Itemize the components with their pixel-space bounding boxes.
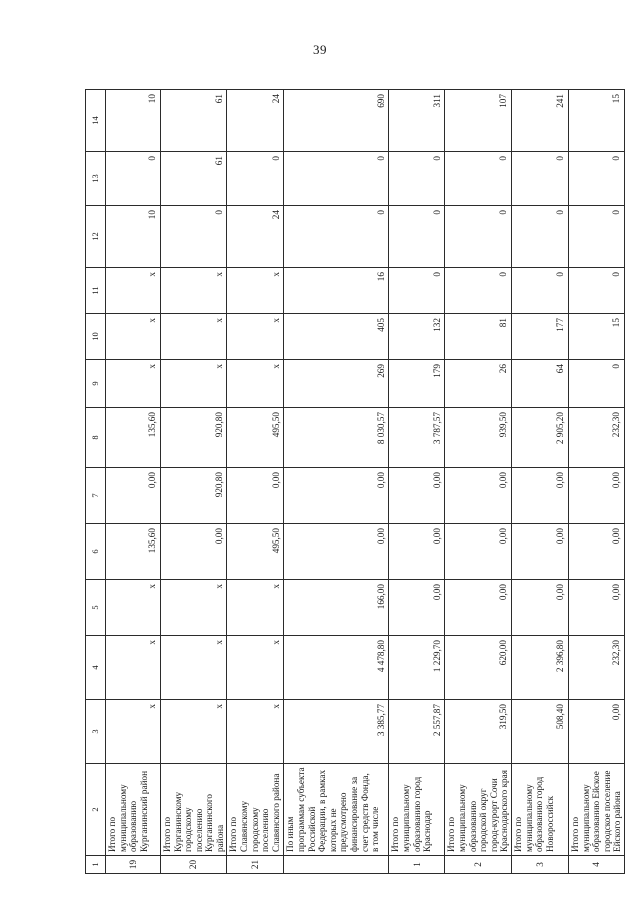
table-row <box>568 90 624 874</box>
value-cell-col-3: х <box>227 700 284 764</box>
row-name-cell: По иным программам субъекта Российской Федерации, в рамках которых не предусмотрено финансирование за счет средств Фонда, в том числе <box>284 764 389 856</box>
value-cell-col-8: 495,50 <box>227 408 284 468</box>
row-index-cell: 20 <box>161 856 227 874</box>
value-cell-col-13: 0 <box>389 152 445 206</box>
value-cell-col-6: 135,60 <box>106 524 161 580</box>
value-cell-col-12: 0 <box>284 206 389 268</box>
table-row <box>227 90 284 874</box>
column-number-5: 5 <box>86 580 106 636</box>
column-number-1: 1 <box>86 856 106 874</box>
value-cell-col-12: 0 <box>389 206 445 268</box>
value-cell-col-14: 61 <box>161 90 227 152</box>
value-cell-col-14: 241 <box>511 90 568 152</box>
value-cell-col-12: 0 <box>511 206 568 268</box>
row-index-cell: 3 <box>511 856 568 874</box>
column-number-7: 7 <box>86 468 106 524</box>
value-cell-col-14: 15 <box>568 90 624 152</box>
value-cell-col-6: 0,00 <box>389 524 445 580</box>
value-cell-col-10: х <box>227 314 284 360</box>
column-number-12: 12 <box>86 206 106 268</box>
value-cell-col-8: 920,80 <box>161 408 227 468</box>
value-cell-col-4: х <box>106 636 161 700</box>
value-cell-col-9: 269 <box>284 360 389 408</box>
value-cell-col-6: 0,00 <box>284 524 389 580</box>
value-cell-col-8: 135,60 <box>106 408 161 468</box>
value-cell-col-6: 0,00 <box>568 524 624 580</box>
value-cell-col-13: 0 <box>106 152 161 206</box>
table-container <box>85 90 623 874</box>
value-cell-col-3: 0,00 <box>568 700 624 764</box>
value-cell-col-7: 0,00 <box>284 468 389 524</box>
column-number-14: 14 <box>86 90 106 152</box>
row-name-cell: Итого по Славянскому городскому поселению Славянского района <box>227 764 284 856</box>
value-cell-col-9: 64 <box>511 360 568 408</box>
value-cell-col-12: 24 <box>227 206 284 268</box>
value-cell-col-5: х <box>227 580 284 636</box>
value-cell-col-10: 177 <box>511 314 568 360</box>
value-cell-col-3: х <box>106 700 161 764</box>
row-index-cell: 2 <box>445 856 511 874</box>
value-cell-col-7: 0,00 <box>568 468 624 524</box>
row-name-cell: Итого по муниципальному образованию Ейское городское поселение Ейского района <box>568 764 624 856</box>
column-number-6: 6 <box>86 524 106 580</box>
value-cell-col-5: 166,00 <box>284 580 389 636</box>
column-number-10: 10 <box>86 314 106 360</box>
value-cell-col-10: 132 <box>389 314 445 360</box>
table-row <box>445 90 511 874</box>
value-cell-col-11: х <box>161 268 227 314</box>
row-index-cell: 19 <box>106 856 161 874</box>
value-cell-col-3: х <box>161 700 227 764</box>
value-cell-col-4: 232,30 <box>568 636 624 700</box>
row-index-cell: 21 <box>227 856 284 874</box>
value-cell-col-14: 24 <box>227 90 284 152</box>
value-cell-col-12: 0 <box>445 206 511 268</box>
value-cell-col-13: 0 <box>445 152 511 206</box>
value-cell-col-9: 0 <box>568 360 624 408</box>
value-cell-col-9: х <box>106 360 161 408</box>
value-cell-col-13: 61 <box>161 152 227 206</box>
column-number-13: 13 <box>86 152 106 206</box>
value-cell-col-5: 0,00 <box>568 580 624 636</box>
value-cell-col-11: 0 <box>568 268 624 314</box>
value-cell-col-10: 15 <box>568 314 624 360</box>
value-cell-col-10: 81 <box>445 314 511 360</box>
value-cell-col-6: 0,00 <box>511 524 568 580</box>
value-cell-col-14: 10 <box>106 90 161 152</box>
column-number-8: 8 <box>86 408 106 468</box>
value-cell-col-5: х <box>161 580 227 636</box>
row-name-cell: Итого по Курганинскому городскому поселению Курганинского района <box>161 764 227 856</box>
value-cell-col-9: х <box>161 360 227 408</box>
value-cell-col-7: 0,00 <box>389 468 445 524</box>
row-index-cell: 4 <box>568 856 624 874</box>
value-cell-col-7: 0,00 <box>511 468 568 524</box>
value-cell-col-4: х <box>227 636 284 700</box>
value-cell-col-8: 3 787,57 <box>389 408 445 468</box>
value-cell-col-11: 0 <box>389 268 445 314</box>
value-cell-col-3: 508,40 <box>511 700 568 764</box>
column-number-9: 9 <box>86 360 106 408</box>
value-cell-col-6: 0,00 <box>161 524 227 580</box>
value-cell-col-11: 0 <box>445 268 511 314</box>
value-cell-col-14: 311 <box>389 90 445 152</box>
value-cell-col-4: 2 396,80 <box>511 636 568 700</box>
value-cell-col-8: 8 030,57 <box>284 408 389 468</box>
value-cell-col-14: 107 <box>445 90 511 152</box>
column-number-11: 11 <box>86 268 106 314</box>
value-cell-col-13: 0 <box>511 152 568 206</box>
value-cell-col-13: 0 <box>227 152 284 206</box>
page-number: 39 <box>313 42 327 57</box>
row-index-cell: 1 <box>389 856 445 874</box>
row-name-cell: Итого по муниципальному образованию город Краснодар <box>389 764 445 856</box>
row-name-cell: Итого по муниципальному образованию город Новороссийск <box>511 764 568 856</box>
value-cell-col-9: 179 <box>389 360 445 408</box>
value-cell-col-4: х <box>161 636 227 700</box>
row-index-cell <box>284 856 389 874</box>
value-cell-col-7: 0,00 <box>445 468 511 524</box>
value-cell-col-3: 2 557,87 <box>389 700 445 764</box>
table-header-row <box>86 90 106 874</box>
column-number-3: 3 <box>86 700 106 764</box>
value-cell-col-11: 0 <box>511 268 568 314</box>
column-number-4: 4 <box>86 636 106 700</box>
data-table <box>85 89 625 874</box>
value-cell-col-5: 0,00 <box>445 580 511 636</box>
value-cell-col-5: 0,00 <box>511 580 568 636</box>
value-cell-col-3: 3 385,77 <box>284 700 389 764</box>
value-cell-col-12: 10 <box>106 206 161 268</box>
table-row <box>389 90 445 874</box>
value-cell-col-13: 0 <box>284 152 389 206</box>
table-row <box>161 90 227 874</box>
value-cell-col-12: 0 <box>568 206 624 268</box>
value-cell-col-9: 26 <box>445 360 511 408</box>
value-cell-col-5: 0,00 <box>389 580 445 636</box>
value-cell-col-7: 920,80 <box>161 468 227 524</box>
value-cell-col-12: 0 <box>161 206 227 268</box>
value-cell-col-8: 939,50 <box>445 408 511 468</box>
value-cell-col-8: 232,30 <box>568 408 624 468</box>
value-cell-col-4: 1 229,70 <box>389 636 445 700</box>
value-cell-col-10: х <box>106 314 161 360</box>
value-cell-col-11: х <box>106 268 161 314</box>
value-cell-col-7: 0,00 <box>227 468 284 524</box>
value-cell-col-4: 4 478,80 <box>284 636 389 700</box>
value-cell-col-9: х <box>227 360 284 408</box>
value-cell-col-5: х <box>106 580 161 636</box>
value-cell-col-8: 2 905,20 <box>511 408 568 468</box>
value-cell-col-6: 0,00 <box>445 524 511 580</box>
value-cell-col-3: 319,50 <box>445 700 511 764</box>
row-name-cell: Итого по муниципальному образованию городской округ город-курорт Сочи Краснодарского края <box>445 764 511 856</box>
value-cell-col-13: 0 <box>568 152 624 206</box>
value-cell-col-14: 690 <box>284 90 389 152</box>
column-number-2: 2 <box>86 764 106 856</box>
value-cell-col-11: 16 <box>284 268 389 314</box>
value-cell-col-11: х <box>227 268 284 314</box>
value-cell-col-10: х <box>161 314 227 360</box>
value-cell-col-10: 405 <box>284 314 389 360</box>
value-cell-col-6: 495,50 <box>227 524 284 580</box>
table-row <box>284 90 389 874</box>
row-name-cell: Итого по муниципальному образованию Курганинский район <box>106 764 161 856</box>
table-row <box>511 90 568 874</box>
value-cell-col-7: 0,00 <box>106 468 161 524</box>
value-cell-col-4: 620,00 <box>445 636 511 700</box>
table-row <box>106 90 161 874</box>
